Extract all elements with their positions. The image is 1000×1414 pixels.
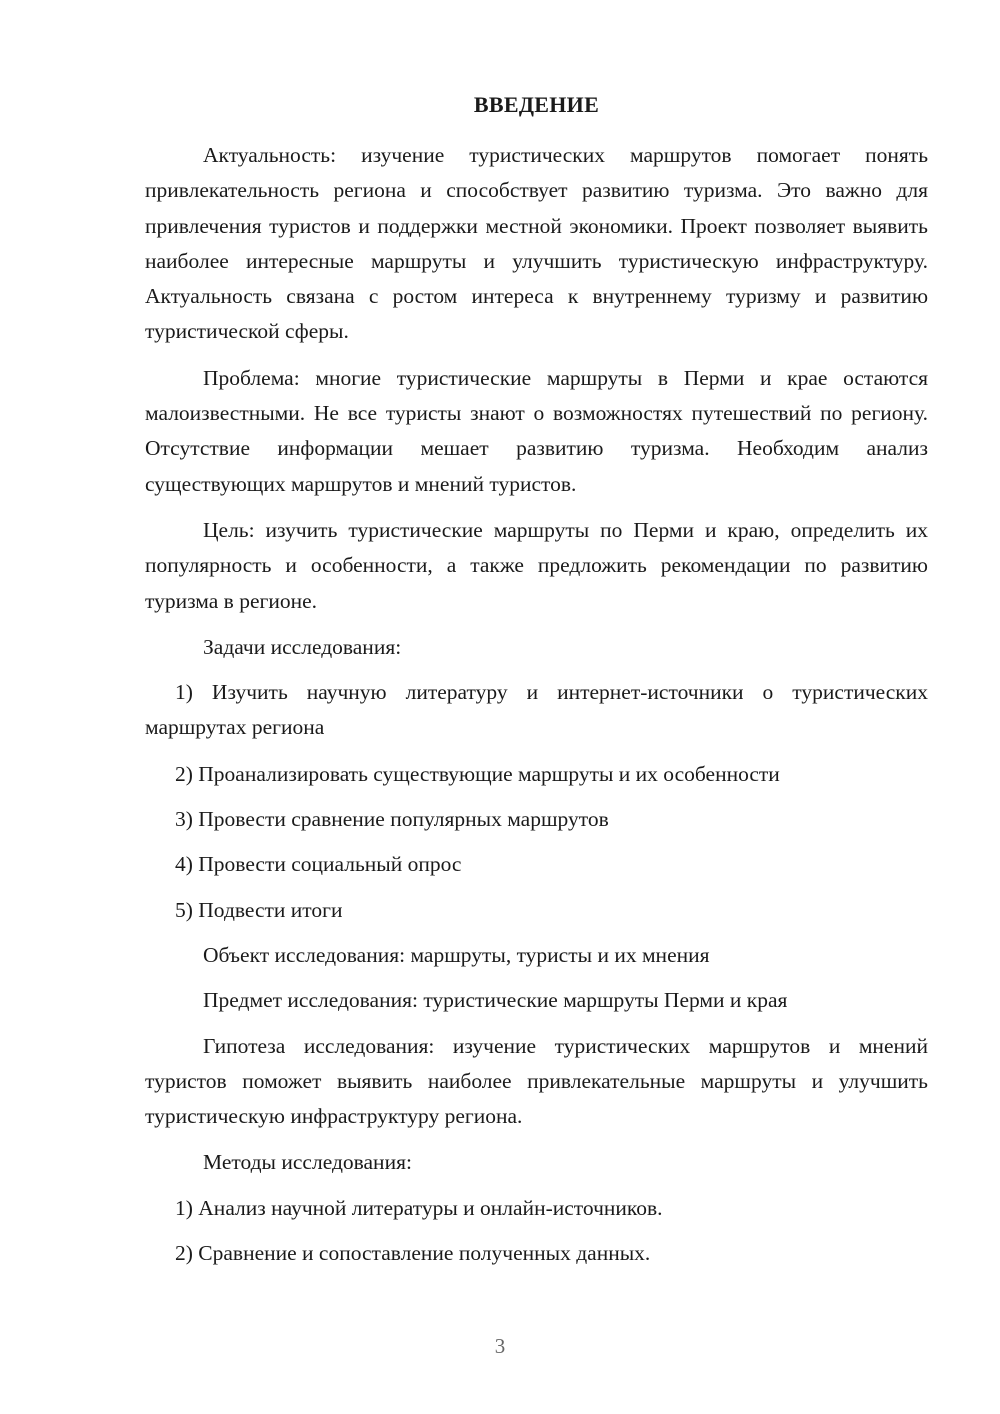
list-item: 4) Провести социальный опрос (175, 852, 462, 877)
methods-heading: Методы исследования: (203, 1150, 412, 1175)
section-title: ВВЕДЕНИЕ (473, 92, 600, 117)
list-item: 1) Изучить научную литературу и интернет-источники о туристических маршрутах региона (145, 680, 928, 740)
list-item: 2) Проанализировать существующие маршруты и их особенности (175, 761, 780, 786)
page-number: 3 (494, 1334, 506, 1358)
document-page (145, 92, 928, 1281)
list-item: 1) Анализ научной литературы и онлайн-источников. (175, 1195, 663, 1220)
list-item: 3) Провести сравнение популярных маршрутов (175, 807, 609, 832)
research-object: Объект исследования: маршруты, туристы и их мнения (203, 942, 710, 967)
methods-list (145, 1191, 928, 1272)
goal-paragraph: Цель: изучить туристические маршруты по Перми и краю, определить их популярность и особенности, а также предложить рекомендации по развитию туризма в регионе. (145, 517, 928, 613)
hypothesis-paragraph: Гипотеза исследования: изучение туристических маршрутов и мнений туристов поможет выявить наиболее привлекательные маршруты и улучшить туристическую инфраструктуру региона. (145, 1033, 928, 1129)
relevance-paragraph: Актуальность: изучение туристических маршрутов помогает понять привлекательность региона и способствует развитию туризма. Это важно для привлечения туристов и поддержки местной экономики. Проект позволяет выявить наиболее интересные маршруты и улучшить туристическую инфраструктуру. Актуальность связана с ростом интереса к внутреннему туризму и развитию туристической сферы. (145, 143, 928, 344)
tasks-list (145, 675, 928, 928)
list-item: 2) Сравнение и сопоставление полученных данных. (175, 1241, 651, 1266)
research-subject: Предмет исследования: туристические маршруты Перми и края (203, 988, 788, 1013)
problem-paragraph: Проблема: многие туристические маршруты в Перми и крае остаются малоизвестными. Не все туристы знают о возможностях путешествий по региону. Отсутствие информации мешает развитию туризма. Необходим анализ существующих маршрутов и мнений туристов. (145, 365, 928, 496)
tasks-heading: Задачи исследования: (203, 634, 402, 659)
list-item: 5) Подвести итоги (175, 897, 343, 922)
